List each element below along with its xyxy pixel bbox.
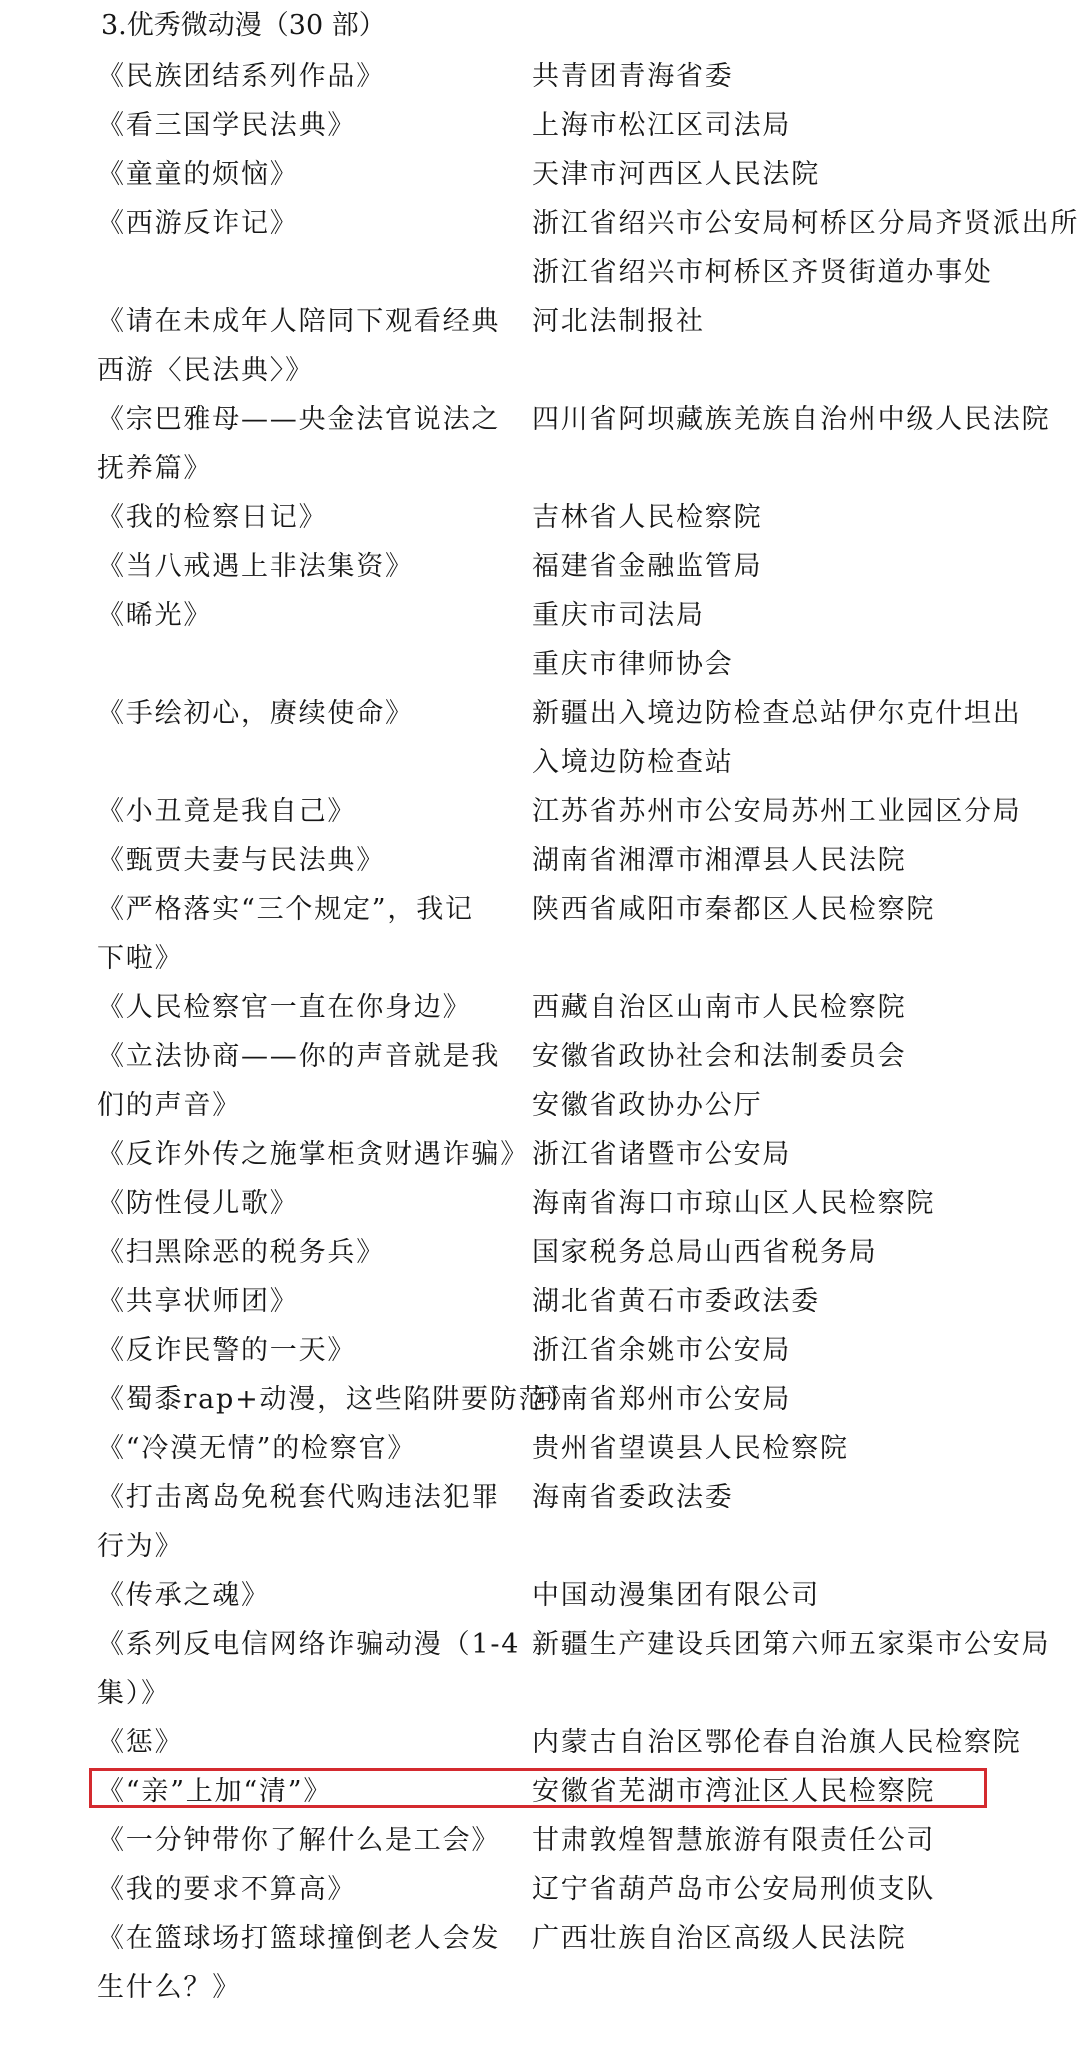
award-entry: [0, 1914, 1080, 2012]
work-title-line: 《当八戒遇上非法集资》: [97, 551, 414, 582]
organization-line: 共青团青海省委: [532, 61, 734, 92]
work-title: [0, 1571, 520, 1620]
work-title-line: 《打击离岛免税套代购违法犯罪: [97, 1482, 501, 1513]
organization-line: 中国动漫集团有限公司: [532, 1580, 820, 1611]
work-title: [0, 1326, 520, 1375]
work-title: [0, 787, 520, 836]
work-title: [0, 1032, 520, 1130]
organization: [520, 885, 1080, 983]
organization-line: 海南省海口市琼山区人民检察院: [532, 1188, 936, 1219]
work-title: [0, 1277, 520, 1326]
organization: [520, 1473, 1080, 1571]
organization: [520, 787, 1080, 836]
work-title-line: 《人民检察官一直在你身边》: [97, 992, 472, 1023]
organization-line: 重庆市司法局: [532, 600, 705, 631]
organization: [520, 1228, 1080, 1277]
work-title-line: 《蜀黍rap+动漫，这些陷阱要防范》: [97, 1384, 577, 1415]
award-entry: [0, 983, 1080, 1032]
organization: [520, 1865, 1080, 1914]
work-title: [0, 983, 520, 1032]
organization-line: 辽宁省葫芦岛市公安局刑侦支队: [532, 1874, 936, 1905]
work-title-line: 《小丑竟是我自己》: [97, 796, 357, 827]
work-title: [0, 1718, 520, 1767]
organization-line: 湖南省湘潭市湘潭县人民法院: [532, 845, 907, 876]
award-entry: [0, 1620, 1080, 1718]
work-title: [0, 1375, 577, 1424]
organization: [520, 689, 1080, 787]
organization: [520, 1179, 1080, 1228]
work-title: [0, 1914, 520, 2012]
award-entry: [0, 787, 1080, 836]
work-title-line: 们的声音》: [97, 1090, 241, 1121]
organization: [520, 1326, 1080, 1375]
award-entry: [0, 493, 1080, 542]
organization-line: 河南省郑州市公安局: [532, 1384, 792, 1415]
work-title: [0, 591, 520, 689]
award-entry: [0, 52, 1080, 101]
organization: [520, 1571, 1080, 1620]
organization: [520, 1914, 1080, 2012]
section-heading: 3.优秀微动漫（30 部）: [101, 10, 386, 41]
award-entry: [0, 1424, 1080, 1473]
award-entry: [0, 395, 1080, 493]
work-title-line: 《“冷漠无情”的检察官》: [97, 1433, 417, 1464]
work-title: [0, 1620, 520, 1718]
organization: [520, 1277, 1080, 1326]
organization-line: 重庆市律师协会: [532, 649, 734, 680]
organization: [520, 1620, 1080, 1718]
organization: [520, 150, 1080, 199]
work-title-line: 《惩》: [97, 1727, 184, 1758]
organization-line: 浙江省绍兴市柯桥区齐贤街道办事处: [532, 257, 993, 288]
work-title-line: 《立法协商——你的声音就是我: [97, 1041, 501, 1072]
work-title: [0, 395, 520, 493]
organization-line: 上海市松江区司法局: [532, 110, 792, 141]
award-entry: [0, 1816, 1080, 1865]
organization: [520, 493, 1080, 542]
work-title-line: 《手绘初心，赓续使命》: [97, 698, 414, 729]
organization: [520, 591, 1080, 689]
work-title: [0, 297, 520, 395]
work-title-line: 《请在未成年人陪同下观看经典: [97, 306, 501, 337]
award-entry: [0, 591, 1080, 689]
work-title: [0, 1767, 520, 1816]
work-title-line: 集）》: [97, 1678, 170, 1709]
organization-line: 西藏自治区山南市人民检察院: [532, 992, 907, 1023]
organization-line: 广西壮族自治区高级人民法院: [532, 1923, 907, 1954]
work-title-line: 《传承之魂》: [97, 1580, 270, 1611]
work-title: [0, 1228, 520, 1277]
organization-line: 入境边防检查站: [532, 747, 734, 778]
organization: [520, 297, 1080, 395]
work-title: [0, 836, 520, 885]
award-entry: [0, 1179, 1080, 1228]
award-entry: [0, 1130, 1080, 1179]
work-title: [0, 1473, 520, 1571]
work-title-line: 生什么？》: [97, 1972, 241, 2003]
award-entry: [0, 1473, 1080, 1571]
organization: [520, 1032, 1080, 1130]
award-entry: [0, 1571, 1080, 1620]
work-title: [0, 885, 520, 983]
work-title-line: 行为》: [97, 1531, 184, 1562]
organization-line: 内蒙古自治区鄂伦春自治旗人民检察院: [532, 1727, 1022, 1758]
work-title-line: 《扫黑除恶的税务兵》: [97, 1237, 385, 1268]
work-title: [0, 542, 520, 591]
award-entry: [0, 885, 1080, 983]
organization-line: 湖北省黄石市委政法委: [532, 1286, 820, 1317]
work-title-line: 《严格落实“三个规定”，我记: [97, 894, 474, 925]
organization-line: 新疆生产建设兵团第六师五家渠市公安局: [532, 1629, 1051, 1660]
work-title-line: 《宗巴雅母——央金法官说法之: [97, 404, 501, 435]
award-entry: [0, 1326, 1080, 1375]
work-title: [0, 1424, 520, 1473]
organization-line: 安徽省政协办公厅: [532, 1090, 763, 1121]
organization-line: 浙江省绍兴市公安局柯桥区分局齐贤派出所: [532, 208, 1080, 239]
work-title-line: 《“亲”上加“清”》: [97, 1776, 333, 1807]
organization-line: 安徽省政协社会和法制委员会: [532, 1041, 907, 1072]
work-title-line: 《一分钟带你了解什么是工会》: [97, 1825, 501, 1856]
organization-line: 陕西省咸阳市秦都区人民检察院: [532, 894, 936, 925]
award-entry: [0, 1375, 1080, 1424]
work-title-line: 《反诈民警的一天》: [97, 1335, 357, 1366]
organization-line: 海南省委政法委: [532, 1482, 734, 1513]
work-title-line: 《在篮球场打篮球撞倒老人会发: [97, 1923, 501, 1954]
award-entry: [0, 689, 1080, 787]
award-entry: [0, 199, 1080, 297]
organization: [520, 395, 1080, 493]
work-title: [0, 1865, 520, 1914]
work-title: [0, 1179, 520, 1228]
organization: [520, 542, 1080, 591]
work-title-line: 《甄贾夫妻与民法典》: [97, 845, 385, 876]
work-title: [0, 1816, 520, 1865]
award-entry: [0, 1032, 1080, 1130]
work-title-line: 《晞光》: [97, 600, 213, 631]
organization-line: 浙江省诸暨市公安局: [532, 1139, 792, 1170]
organization: [520, 1424, 1080, 1473]
work-title-line: 《我的要求不算高》: [97, 1874, 357, 1905]
work-title-line: 《共享状师团》: [97, 1286, 299, 1317]
work-title-line: 《反诈外传之施掌柜贪财遇诈骗》: [97, 1139, 529, 1170]
work-title: [0, 150, 520, 199]
work-title-line: 《我的检察日记》: [97, 502, 328, 533]
award-entry: [0, 836, 1080, 885]
award-list: [0, 52, 1080, 2012]
organization-line: 安徽省芜湖市湾沚区人民检察院: [532, 1776, 936, 1807]
work-title-line: 《防性侵儿歌》: [97, 1188, 299, 1219]
work-title: [0, 199, 520, 297]
work-title-line: 《民族团结系列作品》: [97, 61, 385, 92]
work-title: [0, 493, 520, 542]
organization-line: 江苏省苏州市公安局苏州工业园区分局: [532, 796, 1022, 827]
organization: [520, 1767, 1080, 1816]
organization-line: 甘肃敦煌智慧旅游有限责任公司: [532, 1825, 936, 1856]
organization-line: 新疆出入境边防检查总站伊尔克什坦出: [532, 698, 1022, 729]
award-entry: [0, 1277, 1080, 1326]
work-title: [0, 101, 520, 150]
organization: [520, 1130, 1080, 1179]
award-entry: [0, 1865, 1080, 1914]
award-entry-highlighted: [0, 1767, 1080, 1816]
work-title-line: 下啦》: [97, 943, 184, 974]
organization-line: 吉林省人民检察院: [532, 502, 763, 533]
award-entry: [0, 542, 1080, 591]
work-title: [0, 52, 520, 101]
organization-line: 福建省金融监管局: [532, 551, 763, 582]
organization-line: 天津市河西区人民法院: [532, 159, 820, 190]
organization-line: 四川省阿坝藏族羌族自治州中级人民法院: [532, 404, 1051, 435]
organization: [520, 836, 1080, 885]
organization: [520, 199, 1080, 297]
work-title-line: 《系列反电信网络诈骗动漫（1-4: [97, 1629, 521, 1660]
award-entry: [0, 1228, 1080, 1277]
work-title: [0, 689, 520, 787]
organization-line: 浙江省余姚市公安局: [532, 1335, 792, 1366]
organization-line: 贵州省望谟县人民检察院: [532, 1433, 849, 1464]
work-title-line: 《西游反诈记》: [97, 208, 299, 239]
organization: [520, 1375, 1080, 1424]
organization-line: 河北法制报社: [532, 306, 705, 337]
organization: [520, 101, 1080, 150]
work-title-line: 西游〈民法典〉》: [97, 355, 314, 386]
organization: [520, 983, 1080, 1032]
award-entry: [0, 1718, 1080, 1767]
work-title-line: 抚养篇》: [97, 453, 213, 484]
work-title-line: 《童童的烦恼》: [97, 159, 299, 190]
organization-line: 国家税务总局山西省税务局: [532, 1237, 878, 1268]
organization: [520, 52, 1080, 101]
award-entry: [0, 297, 1080, 395]
work-title: [0, 1130, 529, 1179]
organization: [520, 1718, 1080, 1767]
award-entry: [0, 101, 1080, 150]
work-title-line: 《看三国学民法典》: [97, 110, 357, 141]
organization: [520, 1816, 1080, 1865]
award-entry: [0, 150, 1080, 199]
